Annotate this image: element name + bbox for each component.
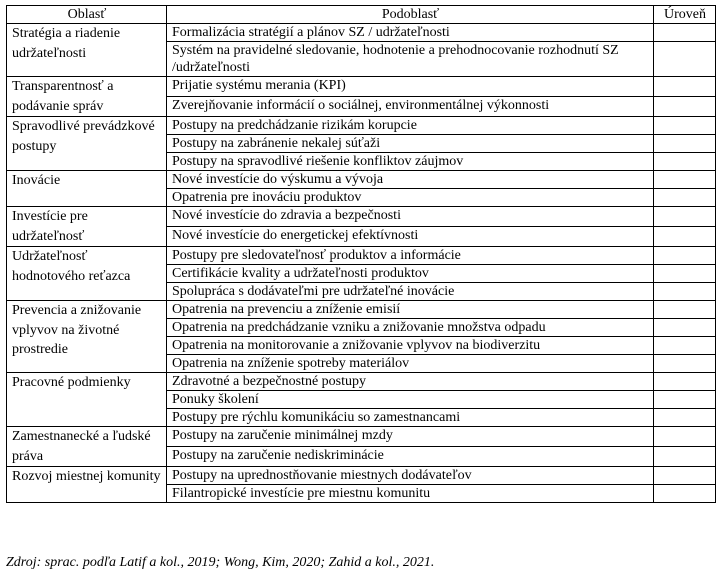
area-cell: Investície pre udržateľnosť <box>7 207 167 247</box>
header-area: Oblasť <box>7 6 167 24</box>
level-cell <box>654 171 716 189</box>
level-cell <box>654 42 716 77</box>
area-cell: Prevencia a znižovanie vplyvov na životné prostredie <box>7 301 167 373</box>
table-row <box>7 247 716 265</box>
table-row <box>7 77 716 97</box>
subarea-cell: Spolupráca s dodávateľmi pre udržateľné inovácie <box>167 283 654 301</box>
table-row <box>7 467 716 485</box>
source-caption: Zdroj: sprac. podľa Latif a kol., 2019; Wong, Kim, 2020; Zahid a kol., 2021. <box>6 555 435 570</box>
level-cell <box>654 207 716 227</box>
header-level: Úroveň <box>654 6 716 24</box>
level-cell <box>654 77 716 97</box>
table-row <box>7 171 716 189</box>
subarea-cell: Nové investície do výskumu a vývoja <box>167 171 654 189</box>
table-row <box>7 373 716 391</box>
subarea-cell: Systém na pravidelné sledovanie, hodnotenie a prehodnocovanie rozhodnutí SZ /udržateľnosti <box>167 42 654 77</box>
table-row <box>7 427 716 447</box>
table-row <box>7 207 716 227</box>
level-cell <box>654 117 716 135</box>
level-cell <box>654 319 716 337</box>
area-cell: Spravodlivé prevádzkové postupy <box>7 117 167 171</box>
level-cell <box>654 265 716 283</box>
level-cell <box>654 97 716 117</box>
header-row <box>7 6 716 24</box>
subarea-cell: Nové investície do energetickej efektívnosti <box>167 227 654 247</box>
subarea-cell: Postupy na predchádzanie rizikám korupcie <box>167 117 654 135</box>
level-cell <box>654 247 716 265</box>
area-cell: Pracovné podmienky <box>7 373 167 427</box>
level-cell <box>654 409 716 427</box>
level-cell <box>654 189 716 207</box>
table-row <box>7 24 716 42</box>
subarea-cell: Postupy na zaručenie minimálnej mzdy <box>167 427 654 447</box>
area-cell: Udržateľnosť hodnotového reťazca <box>7 247 167 301</box>
subarea-cell: Ponuky školení <box>167 391 654 409</box>
area-cell: Zamestnanecké a ľudské práva <box>7 427 167 467</box>
subarea-cell: Opatrenia pre inováciu produktov <box>167 189 654 207</box>
subarea-cell: Postupy na uprednostňovanie miestnych dodávateľov <box>167 467 654 485</box>
level-cell <box>654 485 716 503</box>
table-row <box>7 301 716 319</box>
level-cell <box>654 391 716 409</box>
area-cell: Transparentnosť a podávanie správ <box>7 77 167 117</box>
subarea-cell: Opatrenia na zníženie spotreby materiálov <box>167 355 654 373</box>
level-cell <box>654 301 716 319</box>
subarea-cell: Postupy na zaručenie nediskriminácie <box>167 447 654 467</box>
level-cell <box>654 373 716 391</box>
level-cell <box>654 135 716 153</box>
subarea-cell: Opatrenia na monitorovanie a znižovanie vplyvov na biodiverzitu <box>167 337 654 355</box>
level-cell <box>654 355 716 373</box>
area-cell: Rozvoj miestnej komunity <box>7 467 167 503</box>
level-cell <box>654 447 716 467</box>
subarea-cell: Filantropické investície pre miestnu komunitu <box>167 485 654 503</box>
level-cell <box>654 227 716 247</box>
subarea-cell: Postupy pre sledovateľnosť produktov a informácie <box>167 247 654 265</box>
level-cell <box>654 283 716 301</box>
subarea-cell: Postupy na zabránenie nekalej súťaži <box>167 135 654 153</box>
sustainability-areas-table <box>6 5 716 503</box>
level-cell <box>654 24 716 42</box>
table-row <box>7 117 716 135</box>
subarea-cell: Opatrenia na predchádzanie vzniku a znižovanie množstva odpadu <box>167 319 654 337</box>
level-cell <box>654 337 716 355</box>
area-cell: Stratégia a riadenie udržateľnosti <box>7 24 167 77</box>
subarea-cell: Certifikácie kvality a udržateľnosti produktov <box>167 265 654 283</box>
level-cell <box>654 427 716 447</box>
subarea-cell: Formalizácia stratégií a plánov SZ / udržateľnosti <box>167 24 654 42</box>
level-cell <box>654 153 716 171</box>
subarea-cell: Nové investície do zdravia a bezpečnosti <box>167 207 654 227</box>
subarea-cell: Prijatie systému merania (KPI) <box>167 77 654 97</box>
level-cell <box>654 467 716 485</box>
subarea-cell: Postupy pre rýchlu komunikáciu so zamestnancami <box>167 409 654 427</box>
subarea-cell: Zdravotné a bezpečnostné postupy <box>167 373 654 391</box>
table-body <box>7 24 716 503</box>
header-subarea: Podoblasť <box>167 6 654 24</box>
subarea-cell: Opatrenia na prevenciu a zníženie emisií <box>167 301 654 319</box>
area-cell: Inovácie <box>7 171 167 207</box>
subarea-cell: Postupy na spravodlivé riešenie konfliktov záujmov <box>167 153 654 171</box>
subarea-cell: Zverejňovanie informácií o sociálnej, environmentálnej výkonnosti <box>167 97 654 117</box>
